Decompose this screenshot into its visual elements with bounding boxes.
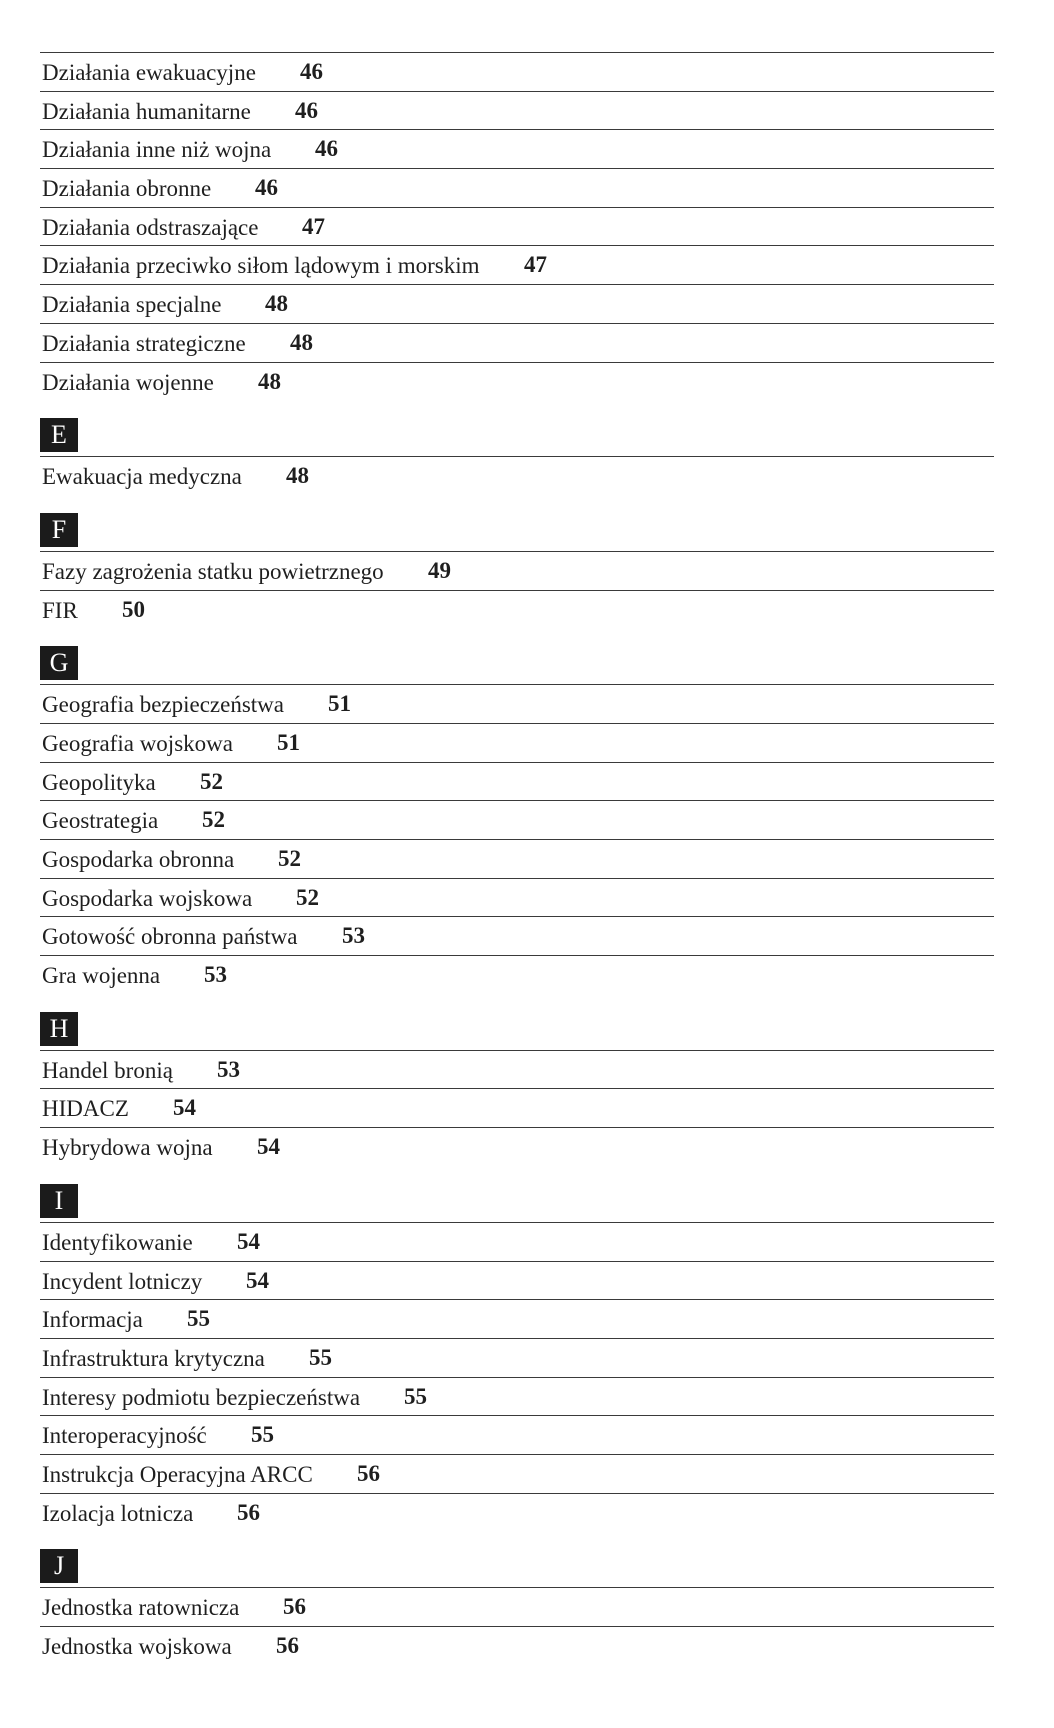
- index-entry: [40, 590, 994, 629]
- entry-page-number: 54: [246, 1267, 269, 1293]
- index-entry: [40, 1493, 994, 1532]
- entry-term: Informacja: [42, 1307, 143, 1333]
- index-entry: [40, 456, 994, 495]
- entry-page-number: 52: [202, 807, 225, 833]
- entry-page-number: 55: [251, 1422, 274, 1448]
- letter-section-header: [40, 628, 994, 684]
- index-entry: [40, 168, 994, 207]
- index-entry: [40, 1261, 994, 1300]
- entry-term: Instrukcja Operacyjna ARCC: [42, 1461, 313, 1487]
- entry-page-number: 46: [315, 136, 338, 162]
- entry-page-number: 55: [309, 1344, 332, 1370]
- entry-page-number: 52: [278, 846, 301, 871]
- index-entry: [40, 1626, 994, 1665]
- index-entry: [40, 207, 994, 246]
- letter-section-header: [40, 400, 994, 456]
- index-entry: [40, 684, 994, 723]
- letter-badge: E: [40, 418, 78, 452]
- entry-page-number: 52: [200, 768, 223, 794]
- entry-term: Identyfikowanie: [42, 1229, 193, 1255]
- entry-page-number: 56: [237, 1499, 260, 1525]
- entry-term: Gotowość obronna państwa: [42, 924, 298, 950]
- entry-term: Działania odstraszające: [42, 214, 259, 240]
- index-entry: [40, 1587, 994, 1626]
- entry-page-number: 48: [286, 463, 309, 489]
- entry-page-number: 48: [290, 329, 313, 355]
- index-entry: [40, 91, 994, 130]
- index-entry: [40, 1415, 994, 1454]
- index-entry: [40, 323, 994, 362]
- entry-term: Interesy podmiotu bezpieczeństwa: [42, 1384, 361, 1410]
- entry-term: Incydent lotniczy: [42, 1268, 203, 1294]
- letter-badge: I: [40, 1184, 78, 1218]
- index-entry: [40, 916, 994, 955]
- index-entry: [40, 878, 994, 917]
- entry-term: HIDACZ: [42, 1096, 129, 1122]
- entry-page-number: 46: [300, 59, 323, 84]
- entry-term: Działania inne niż wojna: [42, 137, 272, 163]
- entry-page-number: 47: [302, 213, 325, 239]
- index-entry: [40, 551, 994, 590]
- entry-page-number: 56: [357, 1460, 380, 1486]
- index-entry: [40, 1454, 994, 1493]
- entry-page-number: 53: [204, 962, 227, 988]
- index-entry: [40, 1050, 994, 1089]
- entry-term: Ewakuacja medyczna: [42, 464, 242, 490]
- index-entry: [40, 955, 994, 994]
- entry-term: Działania wojenne: [42, 369, 214, 395]
- entry-page-number: 53: [217, 1056, 240, 1082]
- index-entry: [40, 723, 994, 762]
- entry-term: Geografia bezpieczeństwa: [42, 692, 284, 718]
- index-entry: [40, 762, 994, 801]
- entry-term: Infrastruktura krytyczna: [42, 1345, 265, 1371]
- index-entry: [40, 129, 994, 168]
- index-entry: [40, 1127, 994, 1166]
- entry-term: Hybrydowa wojna: [42, 1135, 213, 1161]
- entry-term: Jednostka wojskowa: [42, 1634, 232, 1659]
- entry-term: Izolacja lotnicza: [42, 1500, 194, 1526]
- entry-term: Gospodarka wojskowa: [42, 885, 253, 911]
- entry-page-number: 48: [258, 368, 281, 394]
- entry-page-number: 48: [265, 291, 288, 317]
- index-entry: [40, 1088, 994, 1127]
- letter-section-header: [40, 994, 994, 1050]
- entry-page-number: 54: [257, 1134, 280, 1160]
- letter-badge: G: [40, 646, 78, 680]
- entry-term: Fazy zagrożenia statku powietrznego: [42, 558, 384, 584]
- index-entry: [40, 284, 994, 323]
- entry-term: Geografia wojskowa: [42, 730, 233, 756]
- entry-term: Geopolityka: [42, 769, 156, 795]
- index-entry: [40, 800, 994, 839]
- entry-term: Geostrategia: [42, 808, 159, 834]
- entry-page-number: 51: [328, 691, 351, 717]
- entry-term: Jednostka ratownicza: [42, 1595, 240, 1621]
- entry-term: Działania strategiczne: [42, 330, 246, 356]
- entry-term: FIR: [42, 597, 78, 623]
- letter-badge: J: [40, 1549, 78, 1583]
- entry-page-number: 46: [295, 97, 318, 123]
- letter-badge: H: [40, 1012, 78, 1046]
- index-entry: [40, 245, 994, 284]
- entry-term: Interoperacyjność: [42, 1423, 207, 1449]
- entry-page-number: 53: [342, 923, 365, 949]
- entry-term: Działania obronne: [42, 176, 212, 202]
- letter-section-header: [40, 1531, 994, 1587]
- letter-section-header: [40, 1166, 994, 1222]
- entry-page-number: 54: [237, 1228, 260, 1254]
- entry-term: Handel bronią: [42, 1057, 173, 1083]
- entry-page-number: 47: [524, 252, 547, 278]
- entry-term: Gospodarka obronna: [42, 847, 235, 872]
- entry-page-number: 55: [404, 1383, 427, 1409]
- entry-page-number: 49: [428, 557, 451, 583]
- letter-badge: F: [40, 513, 78, 547]
- letter-section-header: [40, 495, 994, 551]
- entry-term: Działania przeciwko siłom lądowym i morskim: [42, 253, 480, 279]
- index-list: [40, 52, 994, 1665]
- index-entry: [40, 52, 994, 91]
- index-entry: [40, 1299, 994, 1338]
- index-entry: [40, 1377, 994, 1416]
- entry-term: Działania specjalne: [42, 292, 222, 318]
- entry-page-number: 46: [255, 175, 278, 201]
- entry-term: Gra wojenna: [42, 963, 161, 989]
- entry-page-number: 52: [296, 884, 319, 910]
- index-entry: [40, 1338, 994, 1377]
- entry-page-number: 54: [173, 1095, 196, 1121]
- index-entry: [40, 362, 994, 401]
- entry-page-number: 56: [283, 1594, 306, 1620]
- entry-term: Działania ewakuacyjne: [42, 60, 256, 85]
- entry-page-number: 51: [277, 729, 300, 755]
- index-entry: [40, 839, 994, 878]
- entry-page-number: 55: [187, 1306, 210, 1332]
- entry-page-number: 56: [276, 1633, 299, 1658]
- entry-page-number: 50: [122, 596, 145, 622]
- index-entry: [40, 1222, 994, 1261]
- entry-term: Działania humanitarne: [42, 98, 251, 124]
